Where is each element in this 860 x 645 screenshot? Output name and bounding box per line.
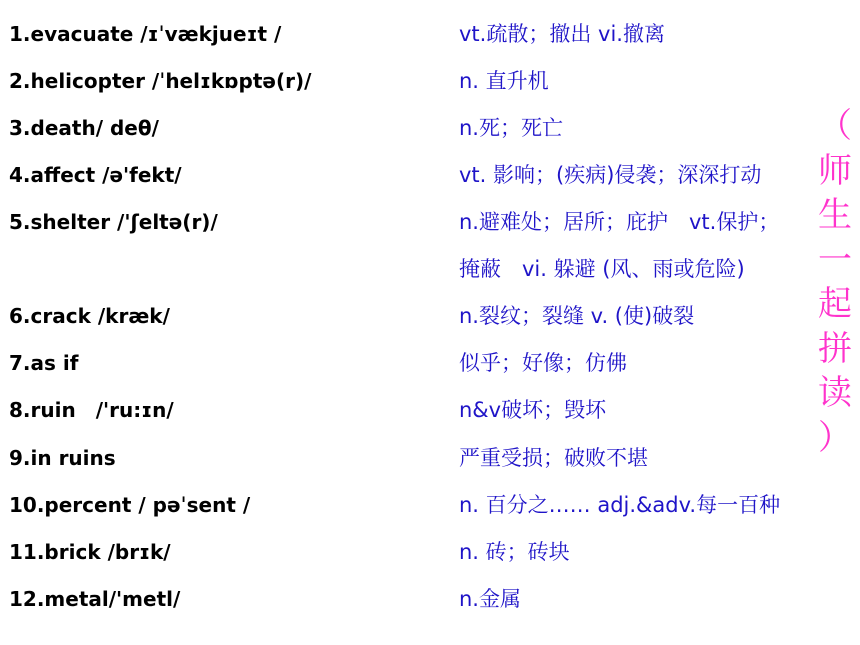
vocab-term: 1.evacuate /ɪˈvækjueɪt / xyxy=(9,22,282,46)
vocab-meaning: n. 百分之…… adj.&adv.每一百种 xyxy=(459,493,781,517)
vocab-term: 7.as if xyxy=(9,351,79,375)
vocab-term: 2.helicopter /ˈhelɪkɒptə(r)/ xyxy=(9,69,312,93)
vocab-meaning: n.避难处；居所；庇护 vt.保护； xyxy=(459,210,780,234)
vocab-term: 9.in ruins xyxy=(9,446,116,470)
vocab-row xyxy=(0,393,860,433)
vocab-row-continuation xyxy=(0,252,860,292)
vocab-row xyxy=(0,582,860,622)
vocab-term: 5.shelter /'ʃeltə(r)/ xyxy=(9,210,218,234)
vocab-row xyxy=(0,17,860,57)
vocab-row xyxy=(0,111,860,151)
vocab-meaning: n. 直升机 xyxy=(459,69,549,93)
side-note-read-together: （ 师 生 一 起 拼 读 ） xyxy=(818,106,852,458)
vocab-meaning: 严重受损；破败不堪 xyxy=(459,446,648,470)
vocab-term: 4.affect /ə'fekt/ xyxy=(9,163,182,187)
vocab-meaning: vt. 影响；(疾病)侵袭；深深打动 xyxy=(459,163,762,187)
vocab-meaning: 似乎；好像；仿佛 xyxy=(459,351,627,375)
vocab-meaning: n.裂纹；裂缝 v. (使)破裂 xyxy=(459,304,695,328)
vocab-row xyxy=(0,64,860,104)
vocab-term: 12.metal/'metl/ xyxy=(9,587,181,611)
vocab-row xyxy=(0,205,860,245)
vocab-term: 10.percent / pəˈsent / xyxy=(9,493,251,517)
vocab-meaning: n.死；死亡 xyxy=(459,116,563,140)
vocab-row xyxy=(0,158,860,198)
vocab-row xyxy=(0,346,860,386)
vocab-row xyxy=(0,299,860,339)
vocab-meaning: vt.疏散；撤出 vi.撤离 xyxy=(459,22,665,46)
vocab-row xyxy=(0,488,860,528)
vocab-term: 3.death/ deθ/ xyxy=(9,116,159,140)
vocab-meaning: n. 砖；砖块 xyxy=(459,540,570,564)
vocab-meaning: n.金属 xyxy=(459,587,521,611)
vocab-row xyxy=(0,441,860,481)
vocab-row xyxy=(0,535,860,575)
vocab-term: 6.crack /kræk/ xyxy=(9,304,170,328)
vocab-term: 8.ruin /'ru:ɪn/ xyxy=(9,398,174,422)
vocab-meaning: n&v破坏；毁坏 xyxy=(459,398,607,422)
vocab-term: 11.brick /brɪk/ xyxy=(9,540,171,564)
vocab-meaning: 掩蔽 vi. 躲避 (风、雨或危险) xyxy=(459,257,745,281)
